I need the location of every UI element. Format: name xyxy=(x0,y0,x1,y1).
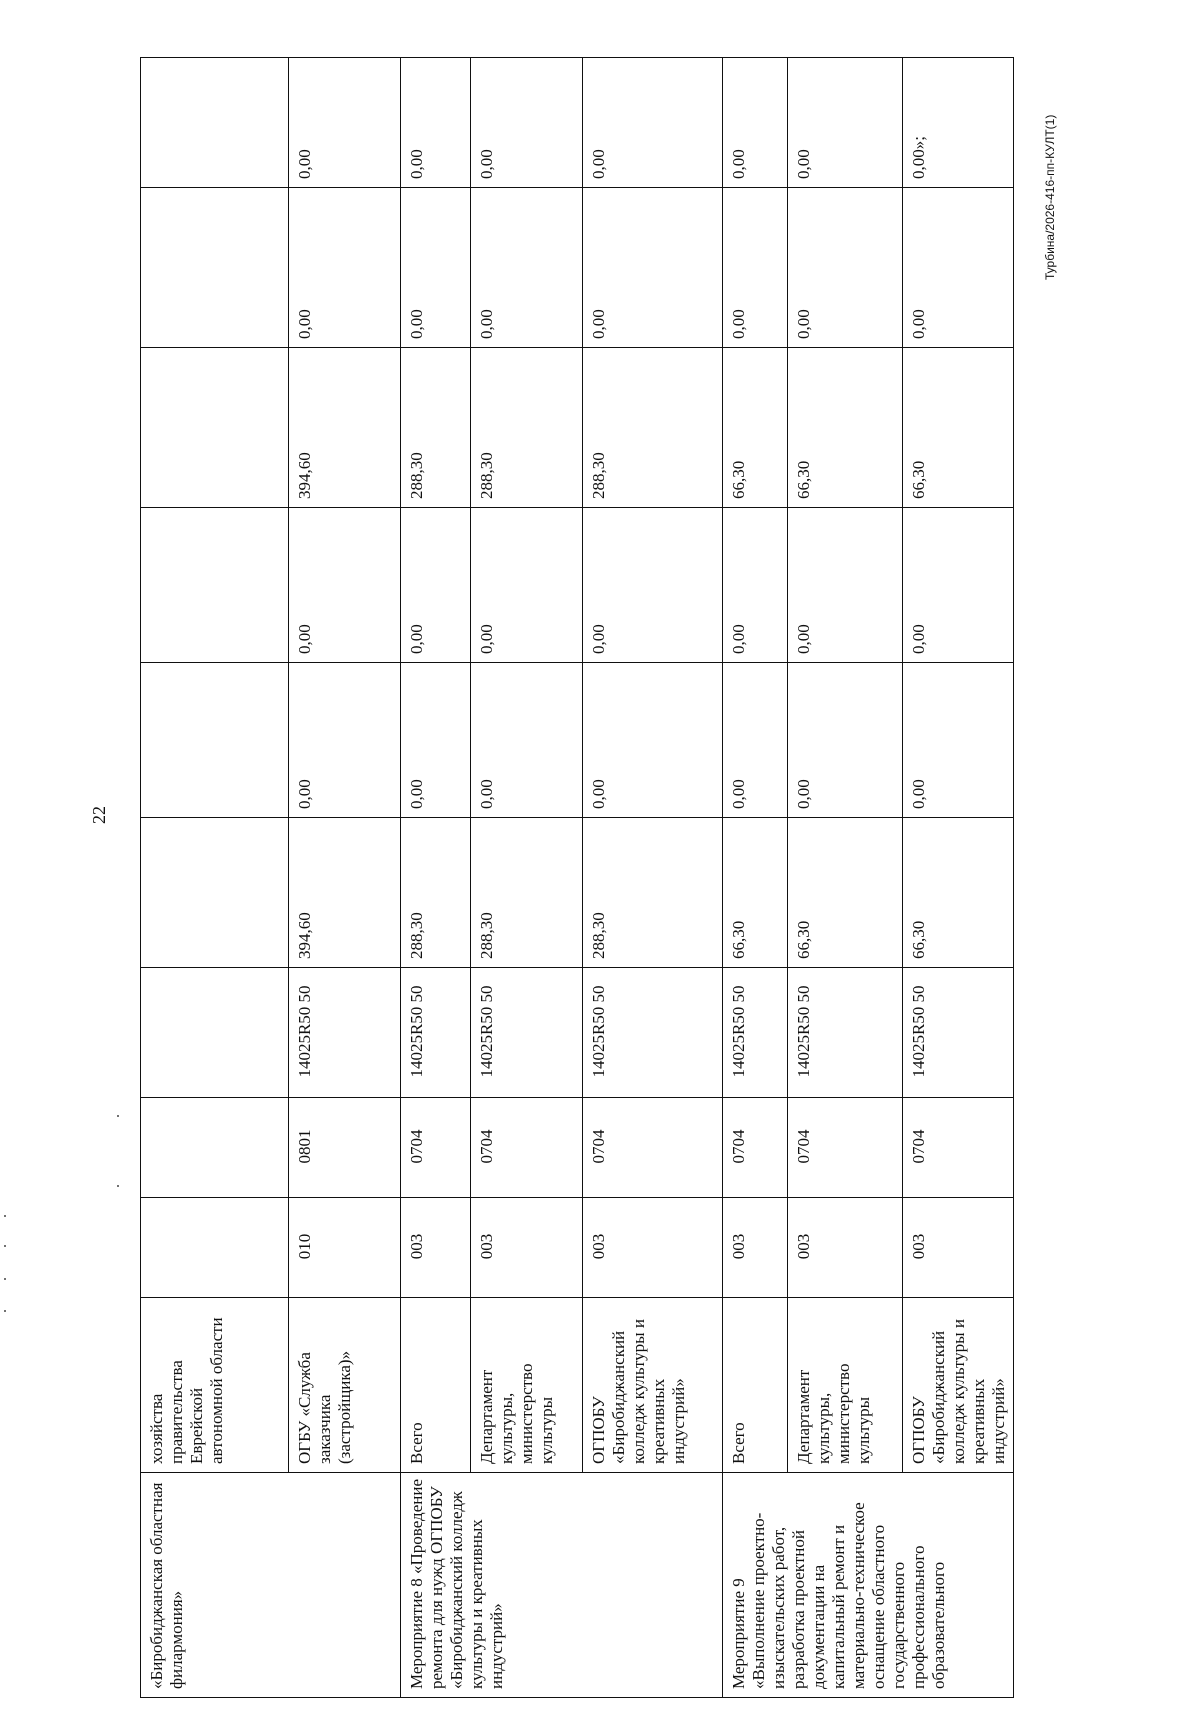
value-cell: 0,00 xyxy=(289,508,401,663)
grbs-cell: 003 xyxy=(788,1198,903,1298)
page-number: 22 xyxy=(89,806,109,824)
budget-table xyxy=(140,57,1014,1698)
grbs-cell: 003 xyxy=(471,1198,583,1298)
value-cell: 0,00 xyxy=(903,663,1014,818)
executor-cell: Департамент культуры, министерство культуры xyxy=(471,1298,583,1473)
csr-cell: 14025R50 50 xyxy=(289,968,401,1098)
value-cell: 0,00 xyxy=(289,58,401,188)
csr-cell: 14025R50 50 xyxy=(903,968,1014,1098)
rzpr-cell: 0704 xyxy=(471,1098,583,1198)
event-cell: «Биробиджанская областная филармония» xyxy=(141,1473,401,1698)
total-cell: 288,30 xyxy=(583,818,723,968)
table-row xyxy=(723,58,788,1698)
total-cell: 66,30 xyxy=(723,818,788,968)
scan-speck xyxy=(117,1185,119,1187)
executor-cell: ОГПОБУ «Биробиджанский колледж культуры и креативных индустрий» xyxy=(903,1298,1014,1473)
value-cell: 0,00 xyxy=(471,58,583,188)
csr-cell: 14025R50 50 xyxy=(401,968,471,1098)
rzpr-cell: 0704 xyxy=(401,1098,471,1198)
total-cell: 66,30 xyxy=(788,818,903,968)
value-cell: 0,00 xyxy=(723,188,788,348)
table-row xyxy=(903,58,1014,1698)
value-cell: 394,60 xyxy=(289,348,401,508)
value-cell: 0,00 xyxy=(903,508,1014,663)
grbs-cell: 003 xyxy=(723,1198,788,1298)
value-cell: 0,00 xyxy=(583,663,723,818)
value-cell: 66,30 xyxy=(903,348,1014,508)
value-cell: 0,00 xyxy=(471,663,583,818)
executor-cell: хозяйства правительства Еврейской автономной области xyxy=(141,1298,289,1473)
event-cell: Мероприятие 9 «Выполнение проектно-изыскательских работ, разработка проектной документации на капитальный ремонт и материально-техническое оснащение областного государственного профессионального образовательного xyxy=(723,1473,1014,1698)
rzpr-cell: 0704 xyxy=(583,1098,723,1198)
csr-cell xyxy=(141,968,289,1098)
value-cell: 66,30 xyxy=(788,348,903,508)
executor-cell: Всего xyxy=(401,1298,471,1473)
executor-cell: ОГПОБУ «Биробиджанский колледж культуры и креативных индустрий» xyxy=(583,1298,723,1473)
footer-document-code: Турбина/2026-416-пп-КУЛТ(1) xyxy=(1043,114,1057,280)
value-cell: 0,00 xyxy=(583,58,723,188)
value-cell: 0,00 xyxy=(903,188,1014,348)
value-cell: 0,00 xyxy=(401,508,471,663)
table-row xyxy=(401,58,471,1698)
grbs-cell: 003 xyxy=(583,1198,723,1298)
value-cell xyxy=(141,663,289,818)
value-cell xyxy=(141,58,289,188)
value-cell xyxy=(141,348,289,508)
executor-cell: Всего xyxy=(723,1298,788,1473)
value-cell: 0,00 xyxy=(723,663,788,818)
csr-cell: 14025R50 50 xyxy=(788,968,903,1098)
value-cell: 0,00 xyxy=(788,188,903,348)
table-row xyxy=(583,58,723,1698)
value-cell: 0,00 xyxy=(471,188,583,348)
executor-cell: ОГБУ «Служба заказчика (застройщика)» xyxy=(289,1298,401,1473)
grbs-cell xyxy=(141,1198,289,1298)
value-cell: 0,00 xyxy=(723,508,788,663)
total-cell xyxy=(141,818,289,968)
value-cell: 0,00 xyxy=(471,508,583,663)
csr-cell: 14025R50 50 xyxy=(723,968,788,1098)
value-cell xyxy=(141,508,289,663)
total-cell: 288,30 xyxy=(471,818,583,968)
rzpr-cell xyxy=(141,1098,289,1198)
total-cell: 66,30 xyxy=(903,818,1014,968)
grbs-cell: 003 xyxy=(903,1198,1014,1298)
value-cell: 0,00 xyxy=(289,663,401,818)
csr-cell: 14025R50 50 xyxy=(471,968,583,1098)
table-row xyxy=(141,58,289,1698)
rzpr-cell: 0704 xyxy=(788,1098,903,1198)
scan-speck xyxy=(4,1278,6,1280)
value-cell: 0,00 xyxy=(788,58,903,188)
scan-speck xyxy=(117,1115,119,1117)
value-cell: 0,00 xyxy=(401,58,471,188)
value-cell: 0,00»; xyxy=(903,58,1014,188)
rotated-table-sheet xyxy=(140,58,1009,1698)
value-cell: 0,00 xyxy=(401,188,471,348)
total-cell: 288,30 xyxy=(401,818,471,968)
value-cell: 0,00 xyxy=(583,508,723,663)
value-cell: 0,00 xyxy=(788,663,903,818)
scan-speck xyxy=(4,1245,6,1247)
scan-speck xyxy=(4,1215,6,1217)
event-cell: Мероприятие 8 «Проведение ремонта для нужд ОГПОБУ «Биробиджанский колледж культуры и креативных индустрий» xyxy=(401,1473,723,1698)
csr-cell: 14025R50 50 xyxy=(583,968,723,1098)
grbs-cell: 010 xyxy=(289,1198,401,1298)
value-cell: 0,00 xyxy=(583,188,723,348)
table-body xyxy=(141,58,1014,1698)
grbs-cell: 003 xyxy=(401,1198,471,1298)
value-cell: 0,00 xyxy=(723,58,788,188)
value-cell: 0,00 xyxy=(788,508,903,663)
table-row xyxy=(289,58,401,1698)
scan-speck xyxy=(4,1310,6,1312)
total-cell: 394,60 xyxy=(289,818,401,968)
executor-cell: Департамент культуры, министерство культуры xyxy=(788,1298,903,1473)
table-row xyxy=(471,58,583,1698)
rzpr-cell: 0704 xyxy=(903,1098,1014,1198)
value-cell: 0,00 xyxy=(401,663,471,818)
value-cell: 66,30 xyxy=(723,348,788,508)
table-row xyxy=(788,58,903,1698)
value-cell: 288,30 xyxy=(583,348,723,508)
rzpr-cell: 0704 xyxy=(723,1098,788,1198)
value-cell: 0,00 xyxy=(289,188,401,348)
value-cell: 288,30 xyxy=(401,348,471,508)
value-cell: 288,30 xyxy=(471,348,583,508)
value-cell xyxy=(141,188,289,348)
rzpr-cell: 0801 xyxy=(289,1098,401,1198)
